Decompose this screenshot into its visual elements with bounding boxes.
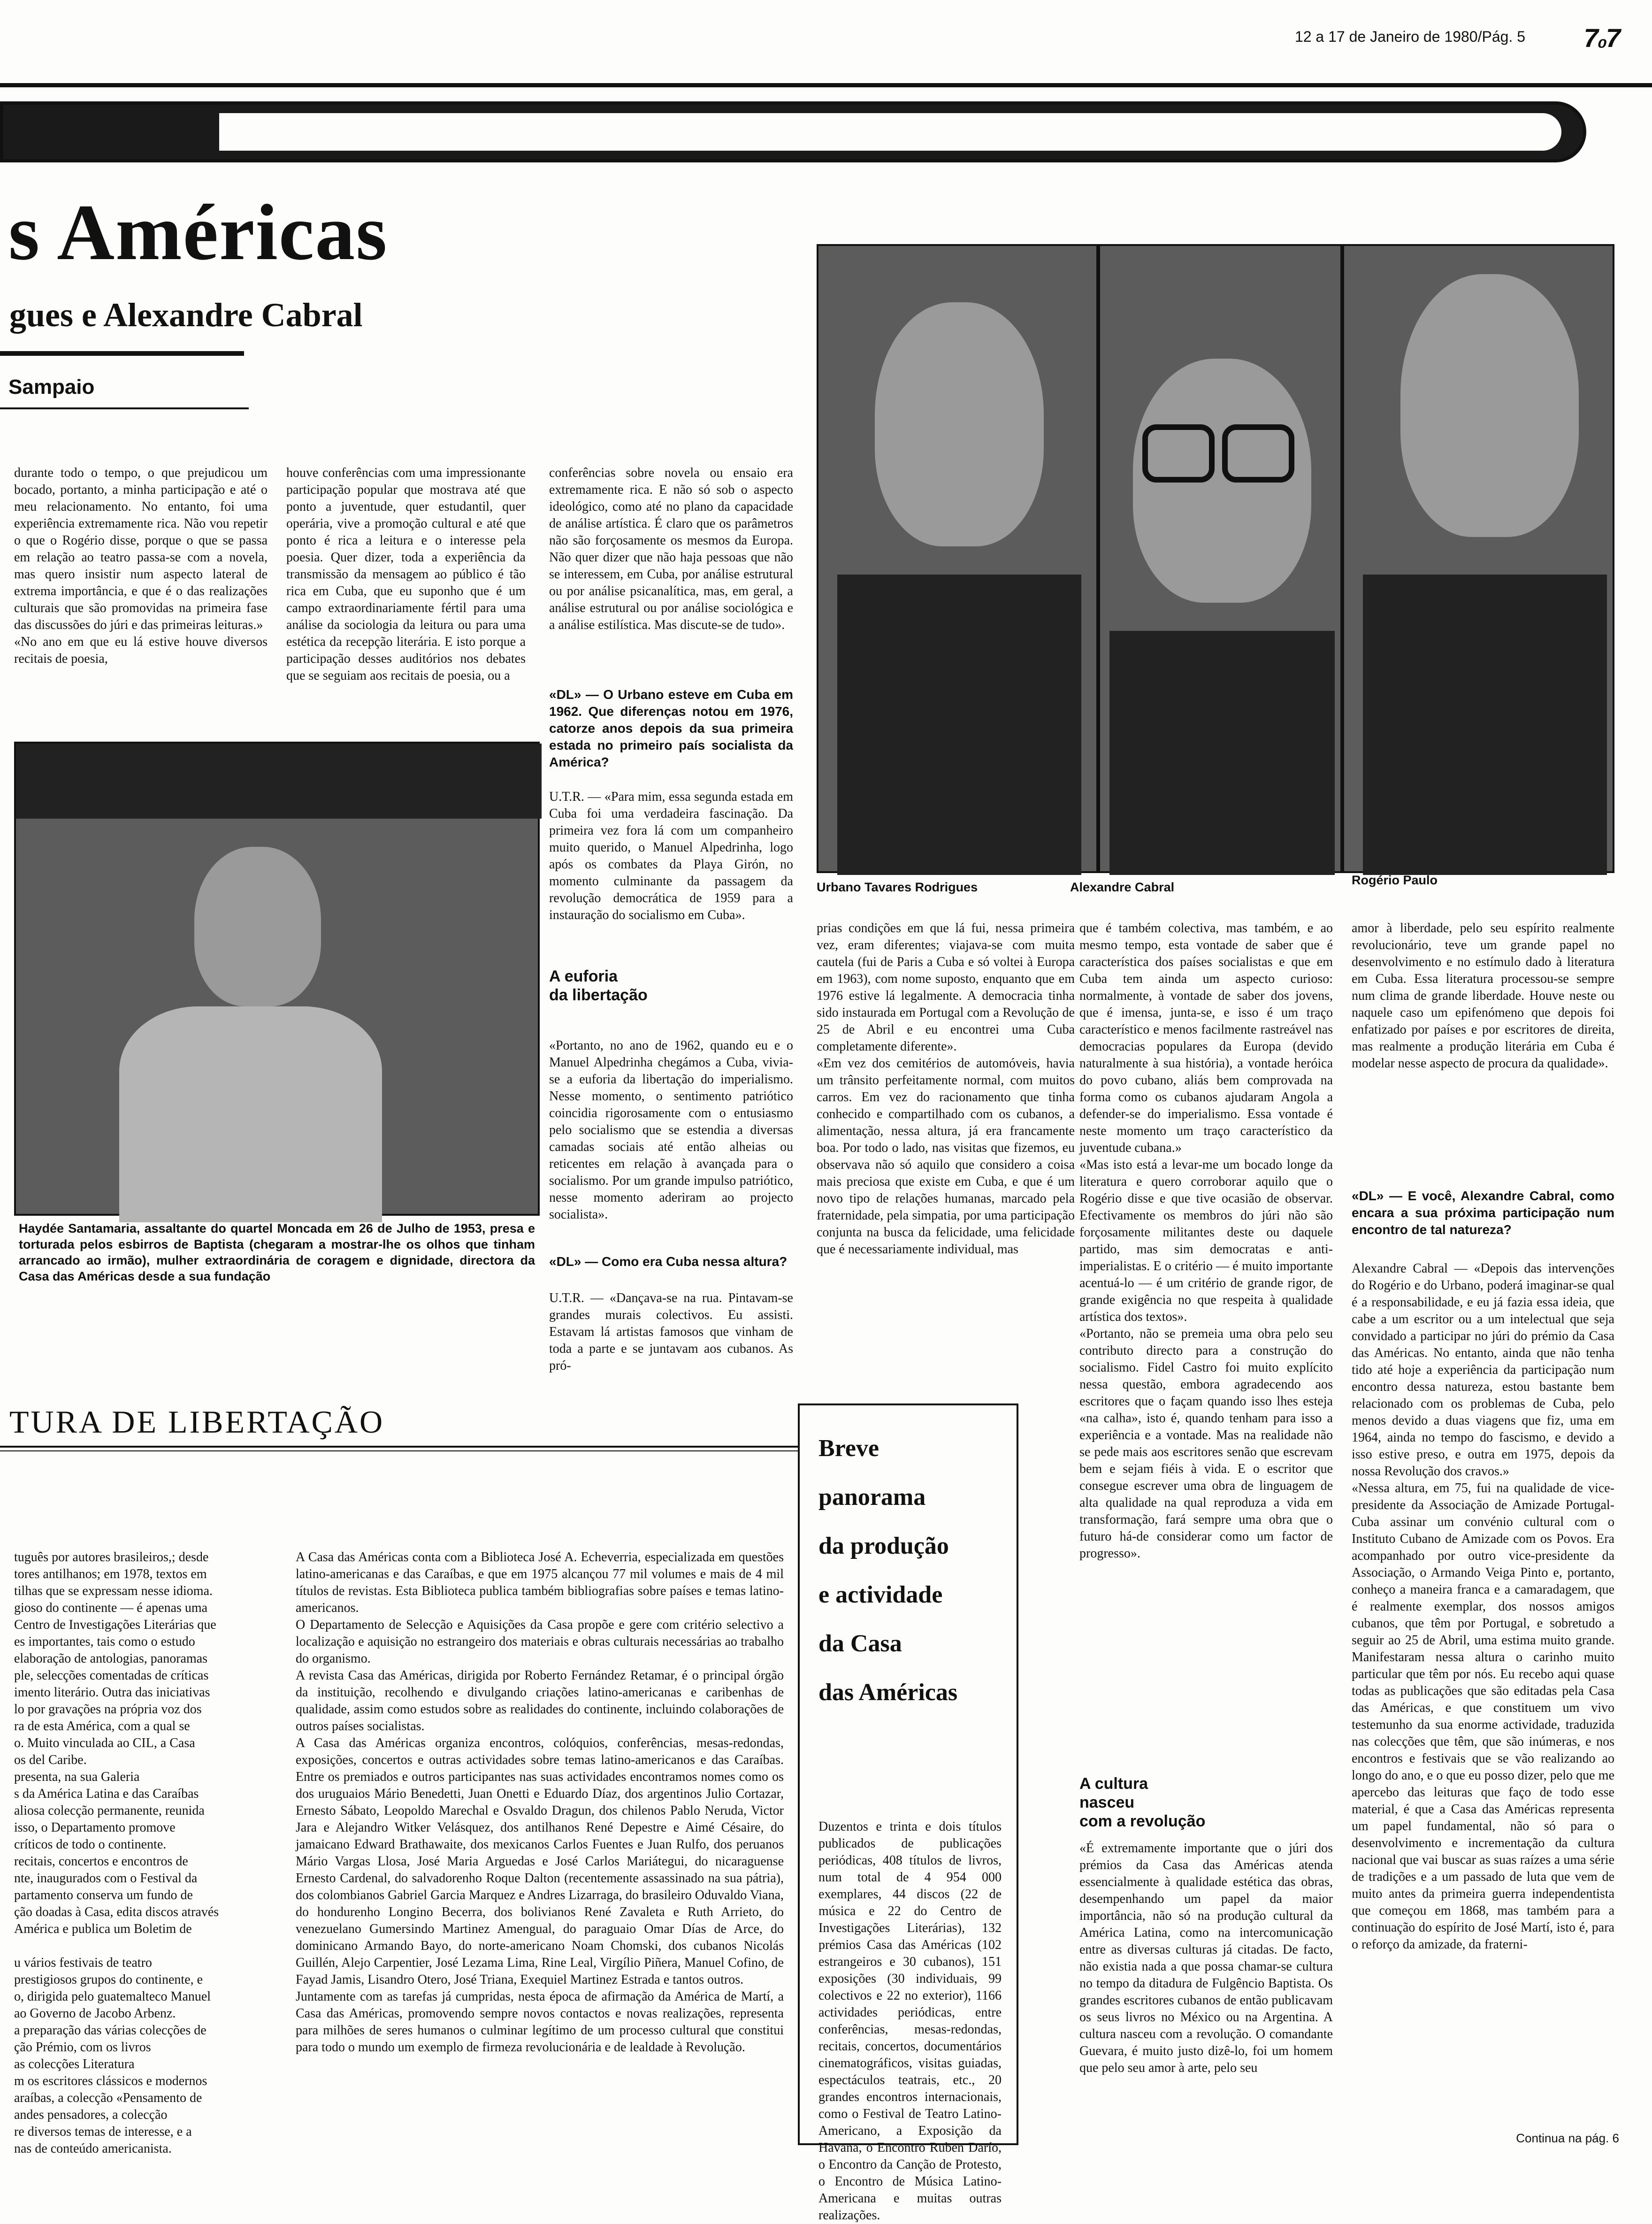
article-column-3: conferências sobre novela ou ensaio era extremamente rica. E não só sob o aspecto ideológico, como até no plano da capacidade de análise artística. É claro que os parâmetros não são forçosamente os mesmos da Europa. Não quer dizer que não haja pessoas que não se interessem, em Cuba, por análise estrutural ou por análise psicanalítica, mas, em geral, a análise estrutural ou por análise sociológica e a análise estilística. Mas discute-se de tudo». — [549, 466, 793, 632]
newspaper-logo: 7₀7 — [1583, 23, 1619, 53]
header-rule — [0, 351, 244, 356]
caption-alexandre: Alexandre Cabral — [1070, 880, 1175, 894]
subheadline: gues e Alexandre Cabral — [9, 296, 363, 334]
section-title: TURA DE LIBERTAÇÃO — [9, 1404, 385, 1440]
article-column-6b: Alexandre Cabral — «Depois das intervenções do Rogério e do Urbano, poderá imaginar-se qual é a responsabilidade, e eu já fazia essa ideia, que cabe a um escritor ou a um intelectual que seja convidado a participar no júri do prémio da Casa das Américas. No entanto, ainda que não tenha tido até hoje a experiência da participação num encontro dessa natureza, estou bastante bem relacionado com os problemas de Cuba, pelo menos devido a duas viagens que fiz, uma em 1964, ainda no tempo do fascismo, e devido a isso estive preso, e outra em 1975, depois da nossa Revolução dos cravos.» «Nessa altura, em 75, fui na qualidade de vice-presidente da Associação de Amizade Portugal-Cuba assinar um convénio cultural com o Instituto Cubano de Amizade com os Povos. Era acompanhado por outro vice-presidente da Associação, o Armando Veiga Pinto e, portanto, conheço a maneira franca e a camaradagem, que é realmente exemplar, dos nossos amigos cubanos, que têm por Portugal, e sobretudo a seguir ao 25 de Abril, uma estima muito grande. Manifestaram nessa altura o carinho muito particular que têm por nós. Eu recebo aqui quase todas as publicações que são editadas pela Casa das Américas, e que constituem um vivo testemunho da sua enorme actividade, traduzida nas colecções que têm, que são inúmeras, e nos encontros e festivais que se vão realizando ao longo do ano, e o que eu posso dizer, pelo que me apercebo das leituras que faço de todo esse material, é que a Casa das Américas representa um papel fundamental, não só para o desenvolvimento e incrementação da cultura nacional que vai buscar as suas raízes a uma série de tradições e a um passado de luta que vem de muito antes da primeira guerra independentista que começou em 1868, mas também para a continuação do espírito de José Martí, isto é, para o reforço da amizade, da fraterni- — [1352, 1261, 1614, 1952]
lower-column-1: tuguês por autores brasileiros,; desde tores antilhanos; em 1978, textos em tilhas que se expressam nesse idioma. gioso do continente — é apenas uma Centro de Investigações Literárias que es importantes, tais como o estudo elaboração de antologias, panoramas ple, selecções comentadas de críticas imento literário. Outra das iniciativas lo por gravações na própria voz dos ra de esta América, com a qual se o. Muito vinculada ao CIL, a Casa os del Caribe. presenta, na sua Galeria s da América Latina e das Caraíbas aliosa colecção permanente, reunida isso, o Departamento promove críticos de todo o continente. recitais, concertos e encontros de nte, inaugurados com o Festival da partamento conserva um fundo de ção doadas à Casa, edita discos através América e publica um Boletim de u vários festivais de teatro prestigiosos grupos do continente, e o, dirigida pelo guatemalteco Manuel ao Governo de Jacobo Arbenz. a preparação das várias colecções de ção Prémio, com os livros as colecções Literatura m os escritores clássicos e modernos araíbas, a colecção «Pensamento de andes pensadores, a colecção re diversos temas de interesse, e a nas de conteúdo americanista. — [14, 1550, 219, 2156]
box-title: Breve panorama da produção e actividade da Casa das Américas — [818, 1435, 958, 1706]
subheading-cultura: A cultura nasceu com a revolução — [1079, 1774, 1333, 1831]
article-column-5: que é também colectiva, mas também, e ao mesmo tempo, esta vontade de saber que é característica dos países socialistas e que em Cuba tem ainda um aspecto curioso: normalmente, à vontade de saber dos jovens, que é imensa, junta-se, e isso é um traço característico e menos facilmente rastreável nas democracias populares da Europa (devido naturalmente à sua história), a vontade heróica do povo cubano, aliás bem comprovada na forma como os cubanos ajudaram Angola a defender-se do imperialismo. Essa vontade é neste momento um traço característico da juventude cubana.» «Mas isto está a levar-me um bocado longe da literatura e quero corroborar aquilo que o Rogério disse e que tive ocasião de observar. Efectivamente os membros do júri não são forçosamente militantes deste ou daquele partido, mas sim democratas e anti-imperialistas. E o critério — é muito importante acentuá-lo — é um critério de grande rigor, de grande exigência no que respeita à qualidade artística dos textos». «Portanto, não se premeia uma obra pelo seu contributo directo para a construção do socialismo. Fidel Castro foi muito explícito nessa questão, embora agradecendo aos escritores que o façam quando isso lhes esteja «na calha», isto é, quando tenham para isso a experiência e a vontade. Mas na realidade não se pede mais aos escritores senão que escrevam bem e sejam fiéis à vida. E o escritor que consegue escrever uma obra de linguagem de alta qualidade na qual reproduza a vida em transformação, fará sempre uma obra que o futuro há-de considerar como um factor de progresso». — [1079, 921, 1333, 1561]
article-column-6: amor à liberdade, pelo seu espírito realmente revolucionário, teve um grande papel no desenvolvimento e no estímulo dado à literatura em Cuba. Essa literatura processou-se sempre num clima de grande liberdade. Houve neste ou naquele caso um epifenómeno que depois foi enfatizado por países e por escritores de direita, mas realmente a produção literária em Cuba é modelar nesse aspecto de procura da qualidade». — [1352, 921, 1614, 1071]
caption-urbano: Urbano Tavares Rodrigues — [817, 880, 978, 894]
article-column-1: durante todo o tempo, o que prejudicou um bocado, portanto, a minha participação e até o meu relacionamento. No entanto, foi uma experiência extremamente rica. Não vou repetir o que o Rogério disse, porque o que se passa em relação ao teatro passa-se com a novela, mas quero insistir num aspecto lateral de extrema importância, e que é o das realizações culturais que são promovidas na primeira fase das discussões do júri e das primeiras leituras.» «No ano em que eu lá estive houve diversos recitais de poesia, — [14, 466, 268, 666]
question-cuba: «DL» — Como era Cuba nessa altura? — [549, 1254, 788, 1269]
banner-window — [219, 113, 1561, 151]
question-urbano: «DL» — O Urbano esteve em Cuba em 1962. Que diferenças notou em 1976, catorze anos depois da sua primeira estada no primeiro país socialista da América? — [549, 687, 793, 769]
caption-rogerio: Rogério Paulo — [1352, 873, 1438, 887]
article-column-5b: «É extremamente importante que o júri dos prémios da Casa das Américas atenda essencialmente à qualidade estética das obras, desempenhando um papel da maior importância, não só na produção cultural da América Latina, como na intercomunicação entre as diversas culturas já citadas. De facto, não existia nada a que possa chamar-se cultura no tempo da ditadura de Fulgêncio Baptista. Os grandes escritores cubanos de então publicavam os seus livros no México ou na Argentina. A cultura nasceu com a revolução. O comandante Guevara, é muito justo dizê-lo, foi um homem que pelo seu amor à arte, pelo seu — [1079, 1840, 1333, 2150]
article-column-2: houve conferências com uma impressionante participação popular que mostrava até que ponto a juventude, quer estudantil, quer operária, vive a promoção cultural e até que ponto é rica a leitura e o interesse pela poesia. Quer dizer, toda a experiência da transmissão da mensagem ao público é tão rica em Cuba, que eu suponho que é um campo extraordinariamente fértil para uma análise da sociologia da leitura ou para uma estética da recepção literária. E isto porque a participação desses auditórios nos debates que se seguiam aos recitais de poesia, ou a — [286, 466, 526, 683]
lower-column-2: A Casa das Américas conta com a Biblioteca José A. Echeverria, especializada em questões latino-americanas e das Caraíbas, e que em 1975 alcançou 77 mil volumes e mais de 4 mil títulos de revistas. Esta Biblioteca publica também bibliografias sobre países e temas latino-americanos. O Departamento de Selecção e Aquisições da Casa propõe e gere com critério selectivo a localização e aquisição no estrangeiro dos materiais e obras culturais necessárias ao trabalho do organismo. A revista Casa das Américas, dirigida por Roberto Fernández Retamar, é o principal órgão da instituição, recolhendo e divulgando criações latino-americanas e caribenhas de qualidade, assim como estudos sobre as realidades do continente, incluindo colaborações de outros países socialistas. A Casa das Américas organiza encontros, colóquios, conferências, mesas-redondas, exposições, concertos e outras actividades sobre temas latino-americanos e das Caraíbas. Entre os premiados e outros participantes nas suas actividades encontramos nomes como os dos uruguaios Mário Benedetti, Juan Onetti e Eduardo Díaz, dos argentinos Julio Cortazar, Ernesto Sábato, Leopoldo Marechal e Osvaldo Dragun, dos chilenos Pablo Neruda, Victor Jara e Alejandro Witker Velásquez, dos antilhanos René Depestre e Aimé Césaire, do jamaicano Edward Brathawaite, dos mexicanos Carlos Fuentes e Juan Rulfo, dos peruanos Mário Vargas Llosa, José Maria Arguedas e José Carlos Mariátegui, do nicaraguense Ernesto Cardenal, do salvadorenho Roque Dalton (recentemente assassinado na sua pátria), dos colombianos Gabriel Garcia Marquez e Andres Lizarraga, do brasileiro Oduvaldo Viana, do hondurenho Longino Becerra, dos bolivianos René Zavaleta e Ruth Arrieto, do venezuelano Gumersindo Martinez Amengual, do paraguaio Omar Días de Arce, do dominicano Armando Bayo, do norte-americano Noam Chomski, dos cubanos Nicolás Guillén, Alejo Carpentier, José Lezama Lima, Rine Leal, Virgílio Piñera, Manuel Cofino, de Fayad Jamis, Lisandro Otero, José Triana, Exequiel Martinez Estrada e tantos outros. Juntamente com as tarefas já cumpridas, nesta época de afirmação da América de Martí, a Casa das Américas, promovendo sempre novos contactos e novas realizações, representa para milhões de seres humanos o culminar legítimo de um processo cultural que constitui para todo o mundo um exemplo de firmeza revolucionária e de lealdade à Revolução. — [296, 1550, 784, 2055]
photo-haydee-santamaria — [14, 742, 540, 1216]
decorative-banner — [0, 101, 1586, 162]
headline: s Américas — [8, 188, 388, 276]
photo-urbano-tavares-rodrigues — [817, 244, 1098, 873]
sidebar-box — [798, 1403, 1018, 2223]
photo-alexandre-cabral — [1098, 244, 1342, 873]
byline: Sampaio — [8, 376, 95, 399]
article-column-3d: U.T.R. — «Dançava-se na rua. Pintavam-se grandes murais colectivos. Eu assisti. Estavam lá artistas famosos que vinham de toda a parte e se juntavam aos cubanos. As pró- — [549, 1291, 793, 1373]
photo-rogerio-paulo — [1342, 244, 1614, 873]
section-rule — [0, 1446, 798, 1448]
continued-note: Continua na pág. 6 — [1516, 2131, 1619, 2145]
article-column-4: prias condições em que lá fui, nessa primeira vez, eram diferentes; viajava-se com muita cautela (fui de Paris a Cuba e só voltei à Europa em 1963), com nome suposto, enquanto que em 1976 estive lá legalmente. A democracia tinha sido instaurada em Portugal com a Revolução de 25 de Abril e eu encontrei uma Cuba completamente diferente». «Em vez dos cemitérios de automóveis, havia um trânsito perfeitamente normal, com muitos carros. Em vez do racionamento que tinha conhecido e compartilhado com os cubanos, a alimentação, nessa altura, já era francamente boa. Por todo o lado, nas visitas que fizemos, eu observava não só aquilo que considero a coisa mais preciosa que existe em Cuba, e que é um novo tipo de relações humanas, marcado pela fraternidade, pela simpatia, por uma participação conjunta na busca da felicidade, uma felicidade que é necessariamente individual, mas — [817, 921, 1075, 1257]
article-column-3b: U.T.R. — «Para mim, essa segunda estada em Cuba foi uma verdadeira fascinação. Da primeira vez fora lá com um companheiro muito querido, o Manuel Alpedrinha, logo após os combates da Playa Girón, no momento culminante da passagem da revolução democrática de 1959 para a instauração do socialismo em Cuba». — [549, 790, 793, 922]
subheading-euforia: A euforia da libertação — [549, 967, 648, 1004]
caption-haydee: Haydée Santamaria, assaltante do quartel Moncada em 26 de Julho de 1953, presa e torturada pelos esbirros de Baptista (chegaram a mostrar-lhe os olhos que tinham arrancado ao irmão), mulher extraordinária de coragem e dignidade, directora da Casa das Américas desde a sua fundação — [19, 1221, 535, 1283]
article-column-3c: «Portanto, no ano de 1962, quando eu e o Manuel Alpedrinha chegámos a Cuba, vivia-se a euforia da libertação do imperialismo. Nesse momento, o sentimento patriótico coincidia rigorosamente com o entusiasmo pelo socialismo que se estendia a diversas camadas sociais até então alheias ou reticentes em relação à avançada para o socialismo. Por um grande impulso patriótico, nesse momento aderiram ao projecto socialista». — [549, 1038, 793, 1222]
dateline: 12 a 17 de Janeiro de 1980/Pág. 5 — [1294, 28, 1525, 45]
section-rule-thin — [0, 1450, 798, 1451]
byline-rule — [0, 407, 249, 409]
question-alexandre: «DL» — E você, Alexandre Cabral, como encara a sua próxima participação num encontro de tal natureza? — [1352, 1189, 1614, 1237]
box-text: Duzentos e trinta e dois títulos publicados de publicações periódicas, 408 títulos de livros, num total de 4 954 000 exemplares, 44 discos (22 de música e 22 do Centro de Investigações Literárias), 132 prémios Casa das Américas (102 estrangeiros e 30 cubanos), 151 exposições (30 individuais, 99 colectivos e 22 no exterior), 1166 actividades periódicas, entre conferências, mesas-redondas, recitais, concertos, documentários cinematográficos, visitas guiadas, espectáculos teatrais, etc., 20 grandes encontros internacionais, como o Festival de Teatro Latino-Americano, a Exposição da Havana, o Encontro Ruben Darío, o Encontro da Canção de Protesto, o Encontro de Música Latino-Americana e muitas outras realizações. — [818, 1819, 1002, 2223]
